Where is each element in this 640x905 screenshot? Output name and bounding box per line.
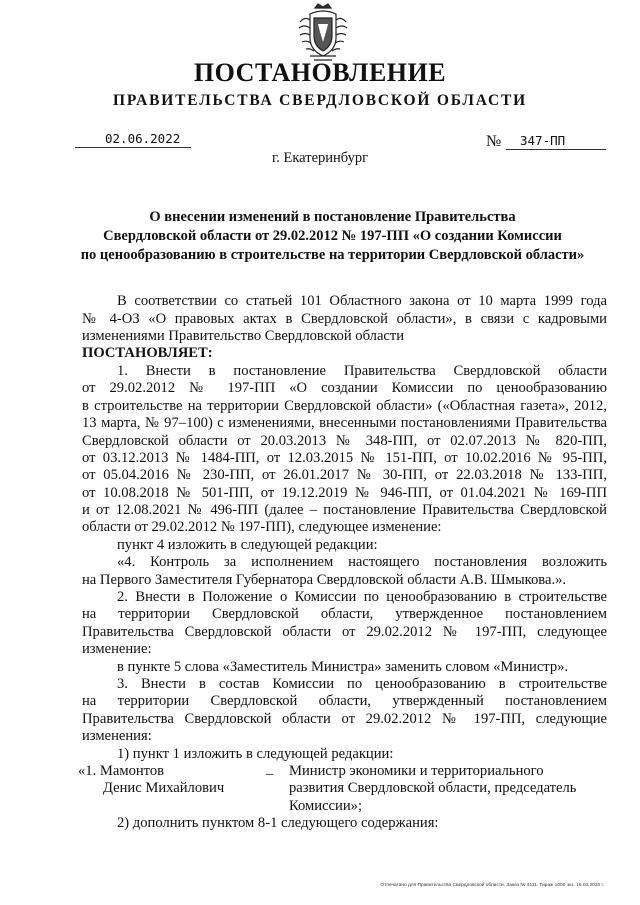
body-line-resolves: ПОСТАНОВЛЯЕТ: bbox=[82, 345, 213, 361]
number-label: № bbox=[486, 133, 502, 150]
print-footer: Отпечатано для Правительства Свердловской области. Заказ № 4111. Тираж 1000 экз. 16.03.2020 г. bbox=[380, 883, 604, 888]
body-line: пункт 4 изложить в следующей редакции: bbox=[117, 537, 378, 553]
body-line: и от 12.08.2021 № 496-ПП (далее – постановление Правительства Свердловской bbox=[82, 502, 607, 518]
document-number-value: 347-ПП bbox=[520, 133, 566, 148]
body-line: изменение: bbox=[82, 641, 152, 657]
body-line: «4. Контроль за исполнением настоящего постановления возложить bbox=[117, 554, 607, 570]
body-line: на Первого Заместителя Губернатора Свердловской области А.В. Шмыкова.». bbox=[82, 572, 567, 588]
body-line: на территории Свердловской области, утвержденный постановлением bbox=[82, 693, 607, 709]
body-line: от 05.04.2016 № 230-ПП, от 26.01.2017 № 30-ПП, от 22.03.2018 № 133-ПП, bbox=[82, 467, 607, 483]
body-line: 2. Внести в Положение о Комиссии по ценообразованию в строительстве bbox=[117, 589, 607, 605]
body-line: 13 марта, № 97–100) с изменениями, внесенными постановлениями Правительства bbox=[82, 415, 607, 431]
heading-line: по ценообразованию в строительстве на территории Свердловской области» bbox=[80, 247, 585, 263]
body-line: 1) пункт 1 изложить в следующей редакции: bbox=[117, 746, 394, 762]
coat-of-arms-emblem bbox=[296, 2, 350, 62]
body-line: от 10.08.2018 № 501-ПП, от 19.12.2019 № 946-ПП, от 01.04.2021 № 169-ПП bbox=[82, 485, 607, 501]
heading-line: О внесении изменений в постановление Правительства bbox=[149, 209, 516, 225]
body-line: В соответствии со статьей 101 Областного закона от 10 марта 1999 года bbox=[117, 293, 607, 309]
body-line: изменениями Правительство Свердловской области bbox=[82, 328, 405, 344]
body-line: в строительстве на территории Свердловской области» («Областная газета», 2012, bbox=[82, 398, 607, 414]
issuing-authority: ПРАВИТЕЛЬСТВА СВЕРДЛОВСКОЙ ОБЛАСТИ bbox=[113, 92, 527, 109]
member-name-line2: Денис Михайлович bbox=[103, 780, 225, 796]
body-line: Правительства Свердловской области от 29.02.2012 № 197-ПП, следующие bbox=[82, 711, 607, 727]
body-line: в пункте 5 слова «Заместитель Министра» заменить словом «Министр». bbox=[117, 659, 569, 675]
heading-line: Свердловской области от 29.02.2012 № 197-ПП «О создании Комиссии bbox=[103, 228, 562, 244]
body-line-last: 2) дополнить пунктом 8-1 следующего содержания: bbox=[117, 815, 439, 831]
body-line: от 29.02.2012 № 197-ПП «О создании Комиссии по ценообразованию bbox=[82, 380, 607, 396]
body-line: на территории Свердловской области, утвержденное постановлением bbox=[82, 606, 607, 622]
member-dash: – bbox=[266, 766, 274, 782]
body-line: изменения: bbox=[82, 728, 152, 744]
member-role-line2: развития Свердловской области, председатель bbox=[289, 780, 577, 796]
body-line: Правительства Свердловской области от 29.02.2012 № 197-ПП, следующее bbox=[82, 624, 607, 640]
body-line: области от 29.02.2012 № 197-ПП), следующее изменение: bbox=[82, 519, 442, 535]
document-date: 02.06.2022 bbox=[75, 131, 191, 148]
body-line: № 4-ОЗ «О правовых актах в Свердловской области», в связи с кадровыми bbox=[82, 311, 607, 327]
member-role-line3: Комиссии»; bbox=[289, 798, 362, 814]
body-line: Свердловской области от 20.03.2013 № 348-ПП, от 02.07.2013 № 820-ПП, bbox=[82, 433, 607, 449]
document-heading bbox=[70, 208, 595, 265]
document-type-title: ПОСТАНОВЛЕНИЕ bbox=[193, 58, 447, 87]
member-role-line1: Министр экономики и территориального bbox=[289, 763, 544, 779]
body-line: 1. Внести в постановление Правительства Свердловской области bbox=[117, 363, 607, 379]
document-number bbox=[506, 133, 606, 150]
body-line: 3. Внести в состав Комиссии по ценообразованию в строительстве bbox=[117, 676, 607, 692]
member-name-line1: «1. Мамонтов bbox=[78, 763, 165, 779]
body-line: от 03.12.2013 № 1484-ПП, от 12.03.2015 № 151-ПП, от 10.02.2016 № 95-ПП, bbox=[82, 450, 607, 466]
city: г. Екатеринбург bbox=[271, 150, 369, 166]
